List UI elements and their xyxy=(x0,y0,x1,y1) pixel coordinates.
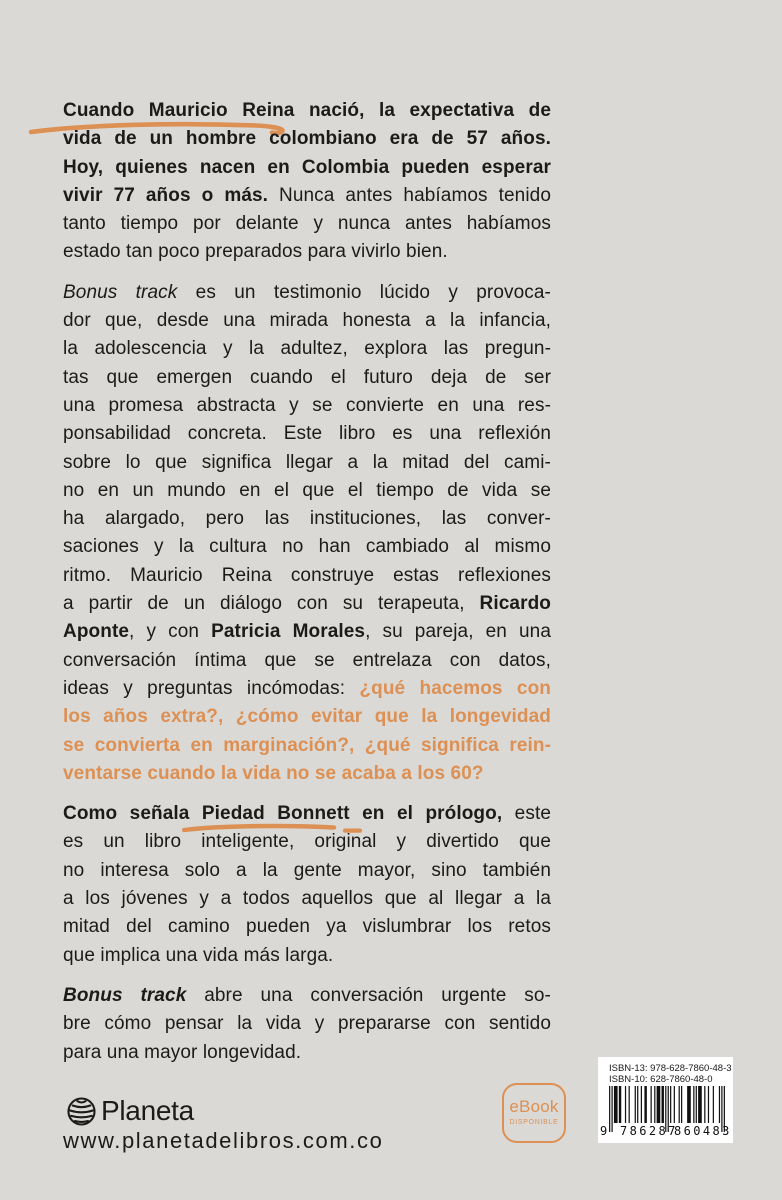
publisher-logo xyxy=(66,1095,194,1127)
text-segment: no en un mundo en el que el tiempo de vida se xyxy=(63,479,551,501)
text-segment: saciones y la cultura no han cambiado al mismo xyxy=(63,536,551,558)
text-segment: ritmo. Mauricio Reina construye estas reflexiones xyxy=(63,564,551,586)
text-line xyxy=(63,760,551,788)
text-segment: ponsabilidad concreta. Este libro es una reflexión xyxy=(63,423,551,445)
text-line xyxy=(63,154,551,182)
ebook-badge-subtitle: DISPONIBLE xyxy=(509,1119,559,1126)
barcode-digits-group2: 860483 xyxy=(674,1124,732,1138)
text-line xyxy=(63,335,551,363)
text-line xyxy=(63,477,551,505)
text-segment: Aponte xyxy=(63,621,130,643)
text-segment: Bonus track xyxy=(63,281,178,303)
text-line xyxy=(63,449,551,477)
text-line xyxy=(63,392,551,420)
barcode-digits-group1: 786287 xyxy=(620,1124,678,1138)
text-segment: Hoy, quienes nacen en Colombia pueden esperar xyxy=(63,156,551,178)
text-segment: , su pareja, en una xyxy=(365,621,551,643)
text-segment: a los jóvenes y a todos aquellos que al llegar a la xyxy=(63,888,551,910)
text-line xyxy=(63,182,551,210)
text-line xyxy=(63,307,551,335)
text-line xyxy=(63,1039,551,1067)
text-line xyxy=(63,210,551,238)
text-segment: es un testimonio lúcido y provoca- xyxy=(177,281,551,303)
text-segment: dor que, desde una mirada honesta a la infancia, xyxy=(63,310,551,332)
text-segment: abre una conversación urgente so- xyxy=(186,984,551,1006)
text-line xyxy=(63,533,551,561)
text-line xyxy=(63,97,551,125)
text-segment: este xyxy=(502,803,551,825)
text-line xyxy=(63,562,551,590)
synopsis-paragraph xyxy=(63,279,551,788)
text-segment: Ricardo xyxy=(479,593,551,615)
text-line xyxy=(63,732,551,760)
text-segment: sobre lo que significa llegar a la mitad del cami- xyxy=(63,451,551,473)
text-segment: para una mayor longevidad. xyxy=(63,1041,302,1063)
text-line xyxy=(63,505,551,533)
text-segment: una promesa abstracta y se convierte en una res- xyxy=(63,394,551,416)
text-line xyxy=(63,800,551,828)
text-segment: mitad del camino pueden ya vislumbrar los retos xyxy=(63,916,551,938)
text-line xyxy=(63,703,551,731)
text-segment: Cuando Mauricio Reina nació, la expectativa de xyxy=(63,100,551,121)
text-segment: se convierta en marginación?, ¿qué significa rein- xyxy=(63,734,551,756)
text-segment: Nunca antes habíamos tenido xyxy=(268,184,551,206)
text-segment: vivir 77 años o más. xyxy=(63,184,269,206)
synopsis-paragraph xyxy=(63,800,551,970)
text-line xyxy=(63,1010,551,1038)
text-segment: tanto tiempo por delante y nunca antes habíamos xyxy=(63,213,551,235)
text-segment: ha alargado, pero las instituciones, las conver- xyxy=(63,508,551,530)
isbn-barcode-box xyxy=(598,1057,733,1143)
text-segment: que implica una vida más larga. xyxy=(63,944,334,966)
text-segment: bre cómo pensar la vida y prepararse con sentido xyxy=(63,1013,551,1035)
text-line xyxy=(63,675,551,703)
text-segment: la adolescencia y la adultez, explora las pregun- xyxy=(63,338,551,360)
text-line xyxy=(63,364,551,392)
text-segment: a partir de un diálogo con su terapeuta, xyxy=(63,593,480,615)
ebook-badge xyxy=(502,1083,566,1143)
synopsis-paragraph xyxy=(63,982,551,1067)
text-line xyxy=(63,618,551,646)
text-segment: conversación íntima que se entrelaza con datos, xyxy=(63,649,551,671)
text-segment: Bonus track xyxy=(63,984,187,1006)
text-segment: no interesa solo a la gente mayor, sino también xyxy=(63,859,551,881)
text-segment: ideas y preguntas incómodas: xyxy=(63,677,360,699)
text-line xyxy=(63,942,551,970)
text-line xyxy=(63,279,551,307)
text-segment: es un libro inteligente, original y divertido que xyxy=(63,831,551,853)
text-segment: Como señala Piedad Bonnett en el prólogo, xyxy=(63,803,503,825)
isbn13-label: ISBN-13: 978-628-7860-48-3 xyxy=(609,1063,732,1074)
text-line xyxy=(63,982,551,1010)
text-line xyxy=(63,885,551,913)
isbn10-label: ISBN-10: 628-7860-48-0 xyxy=(609,1074,713,1085)
text-line xyxy=(63,125,551,153)
text-segment: ventarse cuando la vida no se acaba a los 60? xyxy=(63,762,484,784)
text-line xyxy=(63,238,551,266)
text-line xyxy=(63,828,551,856)
text-segment: estado tan poco preparados para vivirlo bien. xyxy=(63,241,448,263)
text-line xyxy=(63,590,551,618)
text-line xyxy=(63,647,551,675)
text-segment: vida de un hombre colombiano era de 57 años. xyxy=(63,128,551,150)
text-line xyxy=(63,857,551,885)
text-segment: , y con xyxy=(129,621,212,643)
publisher-website: www.planetadelibros.com.co xyxy=(63,1128,384,1153)
text-segment: tas que emergen cuando el futuro deja de ser xyxy=(63,366,551,388)
synopsis-text xyxy=(63,97,551,1079)
text-segment: los años extra?, ¿cómo evitar que la longevidad xyxy=(63,706,551,728)
text-segment: Patricia Morales xyxy=(211,621,366,643)
text-line xyxy=(63,913,551,941)
planeta-globe-icon xyxy=(66,1096,97,1127)
barcode-digit-left: 9 xyxy=(600,1124,608,1138)
text-line xyxy=(63,420,551,448)
text-segment: ¿qué hacemos con xyxy=(359,677,551,699)
synopsis-paragraph xyxy=(63,97,551,267)
ebook-badge-title: eBook xyxy=(509,1097,559,1116)
publisher-name: Planeta xyxy=(101,1095,194,1126)
